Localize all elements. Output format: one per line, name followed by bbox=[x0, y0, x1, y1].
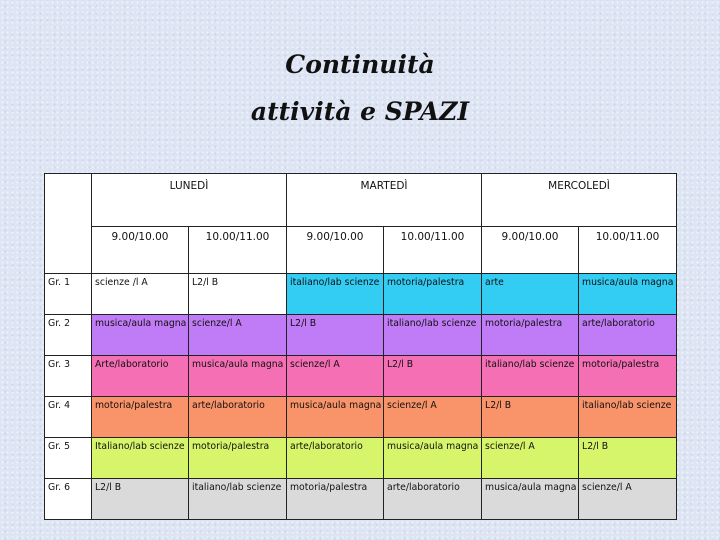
schedule-cell: italiano/lab scienze bbox=[482, 356, 579, 397]
time-header: 10.00/11.00 bbox=[384, 227, 482, 274]
group-label: Gr. 1 bbox=[45, 274, 92, 315]
schedule-cell: musica/aula magna bbox=[482, 479, 579, 520]
schedule-cell: musica/aula magna bbox=[92, 315, 189, 356]
schedule-cell: L2/l B bbox=[287, 315, 384, 356]
day-header-row bbox=[45, 174, 677, 227]
corner-cell bbox=[45, 174, 92, 274]
table-row bbox=[45, 438, 677, 479]
schedule-cell: scienze/l A bbox=[579, 479, 677, 520]
schedule-cell: L2/l B bbox=[189, 274, 287, 315]
schedule-cell: arte/laboratorio bbox=[287, 438, 384, 479]
group-label: Gr. 2 bbox=[45, 315, 92, 356]
schedule-cell: musica/aula magna bbox=[287, 397, 384, 438]
time-header: 9.00/10.00 bbox=[287, 227, 384, 274]
schedule-cell: italiano/lab scienze bbox=[384, 315, 482, 356]
day-header-wednesday: MERCOLEDÌ bbox=[482, 174, 677, 227]
group-label: Gr. 5 bbox=[45, 438, 92, 479]
group-label: Gr. 3 bbox=[45, 356, 92, 397]
group-label: Gr. 4 bbox=[45, 397, 92, 438]
schedule-cell: arte/laboratorio bbox=[189, 397, 287, 438]
schedule-cell: scienze/l A bbox=[287, 356, 384, 397]
schedule-cell: motoria/palestra bbox=[384, 274, 482, 315]
schedule-cell: italiano/lab scienze bbox=[189, 479, 287, 520]
schedule-cell: motoria/palestra bbox=[92, 397, 189, 438]
time-header: 10.00/11.00 bbox=[189, 227, 287, 274]
group-label: Gr. 6 bbox=[45, 479, 92, 520]
day-header-monday: LUNEDÌ bbox=[92, 174, 287, 227]
schedule-cell: motoria/palestra bbox=[579, 356, 677, 397]
schedule-cell: musica/aula magna bbox=[189, 356, 287, 397]
schedule-cell: musica/aula magna bbox=[384, 438, 482, 479]
schedule-cell: L2/l B bbox=[384, 356, 482, 397]
title-line-1: Continuità bbox=[285, 50, 435, 79]
schedule-cell: motoria/palestra bbox=[189, 438, 287, 479]
time-header: 9.00/10.00 bbox=[92, 227, 189, 274]
table-row bbox=[45, 356, 677, 397]
table-row bbox=[45, 315, 677, 356]
schedule-cell: arte bbox=[482, 274, 579, 315]
time-header: 10.00/11.00 bbox=[579, 227, 677, 274]
schedule-cell: scienze/l A bbox=[482, 438, 579, 479]
table-row bbox=[45, 479, 677, 520]
schedule-cell: musica/aula magna bbox=[579, 274, 677, 315]
schedule-cell: italiano/lab scienze bbox=[287, 274, 384, 315]
schedule-cell: scienze /l A bbox=[92, 274, 189, 315]
schedule-cell: Arte/laboratorio bbox=[92, 356, 189, 397]
schedule-cell: arte/laboratorio bbox=[384, 479, 482, 520]
schedule-cell: italiano/lab scienze bbox=[579, 397, 677, 438]
schedule-cell: L2/l B bbox=[92, 479, 189, 520]
time-header: 9.00/10.00 bbox=[482, 227, 579, 274]
schedule-cell: L2/l B bbox=[579, 438, 677, 479]
schedule-cell: L2/l B bbox=[482, 397, 579, 438]
table-row bbox=[45, 397, 677, 438]
schedule-cell: motoria/palestra bbox=[287, 479, 384, 520]
schedule-cell: motoria/palestra bbox=[482, 315, 579, 356]
schedule-cell: arte/laboratorio bbox=[579, 315, 677, 356]
title-line-2: attività e SPAZI bbox=[250, 97, 470, 126]
day-header-tuesday: MARTEDÌ bbox=[287, 174, 482, 227]
schedule-cell: Italiano/lab scienze bbox=[92, 438, 189, 479]
time-header-row bbox=[45, 227, 677, 274]
table-row bbox=[45, 274, 677, 315]
schedule-cell: scienze/l A bbox=[189, 315, 287, 356]
schedule-cell: scienze/l A bbox=[384, 397, 482, 438]
schedule-table bbox=[44, 173, 677, 520]
